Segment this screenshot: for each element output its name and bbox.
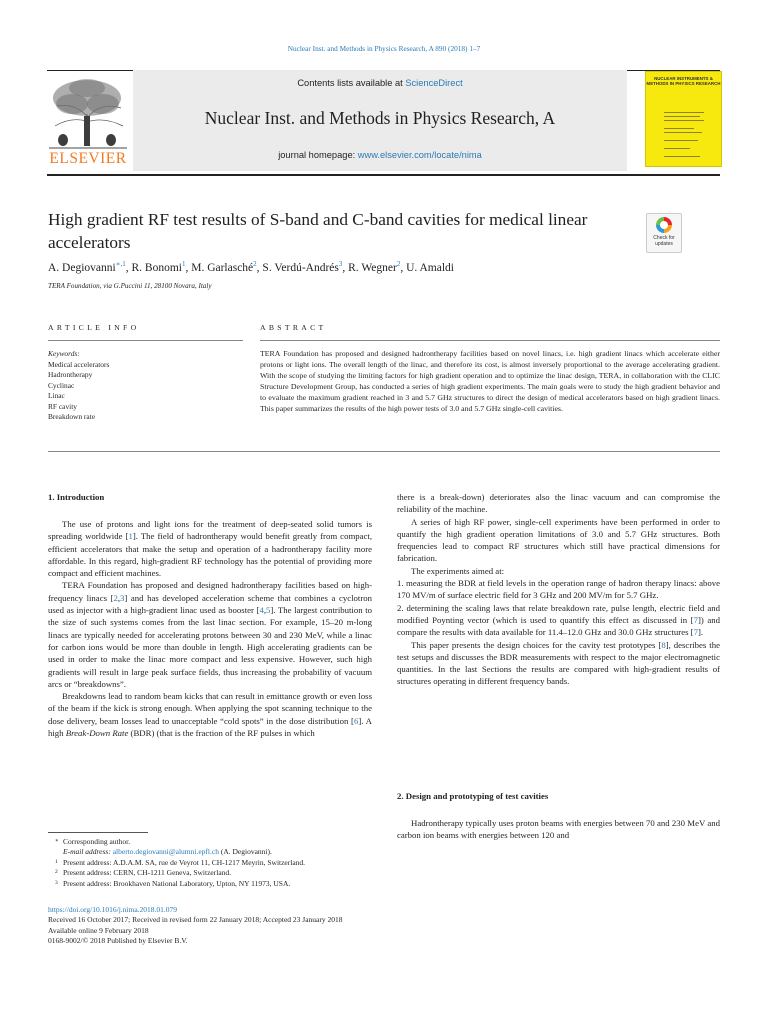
- text-run: A series of high RF power, single-cell experiments have been performed in order to quantify the high gradient operation limitations of 3.0 and 5.7 GHz structures. Both frequencies lead to compact RF structures which still have practical dimensions for fabrication.: [397, 516, 720, 564]
- footnote-mark: 3: [55, 879, 58, 886]
- paragraph: [48, 690, 372, 739]
- copyright-line: 0168-9002/© 2018 Published by Elsevier B.V.: [48, 936, 188, 946]
- paragraph: [48, 579, 372, 690]
- text-run: Corresponding author.: [63, 837, 131, 846]
- cover-line: [664, 128, 694, 129]
- footnote: [48, 837, 448, 847]
- text-run: ], describes the test setups and discusses the BDR measurements with respect to the major electromagnetic quantities. In the last Sections the results are compared with high-gradient results of structures operating in different frequency bands.: [397, 639, 720, 687]
- text-run: 1. measuring the BDR at field levels in the operation range of hadron therapy linacs: above 170 MV/m of surface electric field for 3 GHz and 200 MV/m for 5.7 GHz.: [397, 578, 720, 601]
- author-affiliation-mark[interactable]: ∗,1: [115, 260, 126, 268]
- text-run: The use of protons and light ions for the treatment of deep-seated solid tumors is spreading worldwide [: [48, 519, 372, 542]
- author-name: R. Wegner: [348, 261, 397, 274]
- doi-link[interactable]: https://doi.org/10.1016/j.nima.2018.01.079: [48, 905, 178, 914]
- homepage-link[interactable]: www.elsevier.com/locate/nima: [357, 150, 482, 160]
- paragraph: [397, 565, 720, 577]
- journal-name: Nuclear Inst. and Methods in Physics Research, A: [204, 108, 556, 128]
- author-affiliation-mark[interactable]: 1: [181, 260, 186, 268]
- keyword: Linac: [48, 391, 65, 400]
- reference-link[interactable]: alberto.degiovanni@alumni.epfl.ch: [112, 847, 219, 857]
- author-name: A. Degiovanni: [48, 261, 116, 274]
- keyword: RF cavity: [48, 401, 77, 411]
- cover-line: [664, 116, 700, 117]
- author-separator: ,: [125, 261, 132, 274]
- cover-line: [664, 156, 700, 157]
- homepage-line: [133, 150, 627, 160]
- footnote: [48, 868, 448, 878]
- cover-line: [664, 112, 704, 113]
- cover-line: [664, 148, 690, 149]
- reference-link[interactable]: 6: [353, 715, 359, 726]
- cover-title: NUCLEAR INSTRUMENTS & METHODS IN PHYSICS RESEARCH: [646, 76, 721, 86]
- reference-link[interactable]: 2: [113, 592, 118, 603]
- right-column-body: [397, 491, 720, 688]
- text-run: Hadrontherapy typically uses proton beams with energies between 70 and 230 MeV and carbon ion beams with energies between 120 and: [397, 818, 720, 841]
- abstract-rule-bottom: [48, 451, 720, 452]
- text-run: there is a break-down) deteriorates also the linac vacuum and can compromise the reliability of the machine.: [397, 492, 720, 515]
- affiliation: TERA Foundation, via G.Puccini 11, 28100 Novara, Italy: [48, 282, 212, 290]
- publication-info: [48, 905, 548, 947]
- section-heading-introduction: 1. Introduction: [48, 492, 105, 502]
- reference-link[interactable]: 8: [661, 639, 666, 650]
- author-separator: ,: [342, 261, 349, 274]
- paragraph: [397, 577, 720, 602]
- paragraph: [397, 491, 720, 516]
- footnote: [48, 858, 448, 868]
- keyword: Hadrontherapy: [48, 370, 93, 379]
- italic-text: E-mail address:: [63, 847, 113, 857]
- author-affiliation-mark[interactable]: 2: [253, 260, 257, 268]
- footnote-mark: ∗: [55, 838, 59, 844]
- text-run: Present address: CERN, CH-1211 Geneva, Switzerland.: [63, 868, 232, 878]
- abstract-text: TERA Foundation has proposed and designed hadrontherapy facilities based on novel linacs, i.e. high gradient linacs which accelerate either protons or light ions. The overall length of the linac, and therefore its cost, is almost inversely proportional to the average accelerating gradient. With the scope of studying the limiting factors for high gradient operation and to optimize the linac design, TERA, in collaboration with the CLIC Structure Development Group, has conducted a series of high gradient experiments. The main goals were to study the high gradient behavior and to evaluate the maximum gradient reached in 3 and 5.7 GHz structures to direct the design of medical accelerators based on high gradient linacs. This paper summarizes the results of the high power tests of 3.0 and 5.7 GHz single-cell cavities.: [260, 349, 720, 413]
- reference-link[interactable]: 3: [120, 592, 125, 603]
- cover-line: [664, 132, 702, 133]
- paragraph: [397, 516, 720, 565]
- footnote: [48, 879, 448, 889]
- cover-line: [664, 120, 704, 121]
- journal-citation[interactable]: Nuclear Inst. and Methods in Physics Research, A 890 (2018) 1–7: [287, 44, 481, 53]
- footnote-rule: [48, 832, 148, 833]
- keywords-block: [48, 349, 243, 423]
- text-run: ]. The largest contribution to the size of such systems comes from the last linac section. For example, 15–20 m-long linacs are typically needed for accelerating protons between 30 and 230 MeV, while a linac for carbon ions would be more than double in length. High accelerating gradients can be used in order to make the linac more compact and less expensive. However, such high gradients will result in large peak surface fields, thus increasing the probability of vacuum arcs or “breakdowns”.: [48, 605, 373, 689]
- text-run: 2. determining the scaling laws that relate breakdown rate, pulse length, electric field and modified Poynting vector (which is used to quantify this effect as discussed in [: [397, 602, 720, 625]
- keyword: Breakdown rate: [48, 412, 95, 421]
- received-dates: Received 16 October 2017; Received in revised form 22 January 2018; Accepted 23 January 2018: [48, 915, 343, 925]
- author-separator: ,: [256, 261, 263, 274]
- author-name: S. Verdú-Andrés: [262, 261, 339, 274]
- italic-text: Break-Down Rate: [65, 728, 129, 739]
- paragraph: [397, 602, 720, 639]
- article-title: High gradient RF test results of S-band and C-band cavities for medical linear accelerators: [48, 210, 588, 252]
- reference-link[interactable]: 5: [266, 605, 271, 616]
- section-heading-design: 2. Design and prototyping of test cavities: [397, 791, 549, 801]
- author-affiliation-mark[interactable]: 3: [338, 260, 343, 268]
- footnote-mark: 1: [55, 858, 58, 865]
- author-separator: ,: [185, 261, 192, 274]
- abstract-rule: [260, 340, 720, 341]
- journal-cover-thumbnail[interactable]: [645, 71, 722, 167]
- text-run: (A. Degiovanni).: [218, 847, 272, 857]
- abstract-label: ABSTRACT: [260, 323, 327, 332]
- paragraph: [48, 518, 372, 579]
- text-run: Present address: Brookhaven National Laboratory, Upton, NY 11973, USA.: [63, 878, 291, 888]
- crossmark-badge[interactable]: [646, 213, 682, 253]
- author-name: M. Garlasché: [191, 261, 254, 274]
- keyword: Medical accelerators: [48, 359, 110, 369]
- homepage-prefix: journal homepage:: [278, 150, 358, 160]
- paragraph: [397, 639, 720, 688]
- left-column-body: [48, 518, 372, 739]
- available-online: Available online 9 February 2018: [48, 925, 149, 935]
- text-run: ] and has developed acceleration scheme that combines a cyclotron used as injector with a high-gradient linac used as booster [: [48, 592, 372, 616]
- reference-link[interactable]: 4: [259, 605, 264, 616]
- text-run: TERA Foundation has proposed and designed hadrontherapy facilities based on high-frequency linacs [: [48, 580, 372, 603]
- text-run: ].: [697, 627, 704, 638]
- contents-line: [133, 78, 627, 88]
- crossmark-label: Check for updates: [653, 235, 675, 247]
- header-rule-bottom: [47, 174, 720, 176]
- contents-prefix: Contents lists available at: [297, 78, 406, 88]
- article-info-label: ARTICLE INFO: [48, 323, 140, 332]
- text-run: This paper presents the design choices for the cavity test prototypes [: [411, 639, 662, 650]
- author-list: [48, 260, 454, 274]
- footnote: [48, 847, 448, 857]
- author-separator: ,: [400, 261, 407, 274]
- reference-link[interactable]: 7: [693, 614, 698, 625]
- text-run: ]. The field of hadrontherapy would benefit greatly from compact, efficient accelerators that make the setup and operation of a hadrontherapy facility more affordable. In this regard, high-gradient RF technology has the potential of providing more compact and efficient machines.: [48, 531, 373, 579]
- keyword: Cyclinac: [48, 380, 75, 390]
- elsevier-wordmark: ELSEVIER: [49, 150, 127, 167]
- text-run: ,: [117, 592, 121, 603]
- text-run: Breakdowns lead to random beam kicks that can result in emittance growth or even loss of the beam if the kick is strong enough. When applying the spot scanning technique to the dose delivery, beam losses lead to unacceptable “cold spots” in the dose distribution [: [48, 691, 372, 726]
- cover-line: [664, 140, 698, 141]
- crossmark-icon: [656, 217, 672, 233]
- footnote-mark: 2: [55, 869, 58, 876]
- text-run: ]. A high: [48, 715, 372, 739]
- text-run: The experiments aimed at:: [411, 565, 505, 576]
- keywords-heading: Keywords:: [48, 349, 80, 358]
- text-run: Present address: A.D.A.M. SA, rue de Veyrot 11, CH-1217 Meyrin, Switzerland.: [63, 857, 306, 867]
- article-info-rule: [48, 340, 243, 341]
- text-run: ]) and compare the results with data available for 11.4–12.0 GHz and 30.0 GHz structures [: [397, 614, 721, 638]
- footnotes: [48, 837, 448, 889]
- author-name: U. Amaldi: [406, 261, 454, 274]
- author-name: R. Bonomi: [131, 261, 182, 274]
- sciencedirect-link[interactable]: ScienceDirect: [405, 78, 463, 88]
- author-affiliation-mark[interactable]: 2: [396, 260, 401, 268]
- text-run: (BDR) (that is the fraction of the RF pulses in which: [128, 728, 315, 739]
- text-run: ,: [263, 605, 267, 616]
- reference-link[interactable]: 7: [693, 627, 698, 638]
- keyword-list: [48, 360, 243, 423]
- reference-link[interactable]: 1: [128, 531, 133, 542]
